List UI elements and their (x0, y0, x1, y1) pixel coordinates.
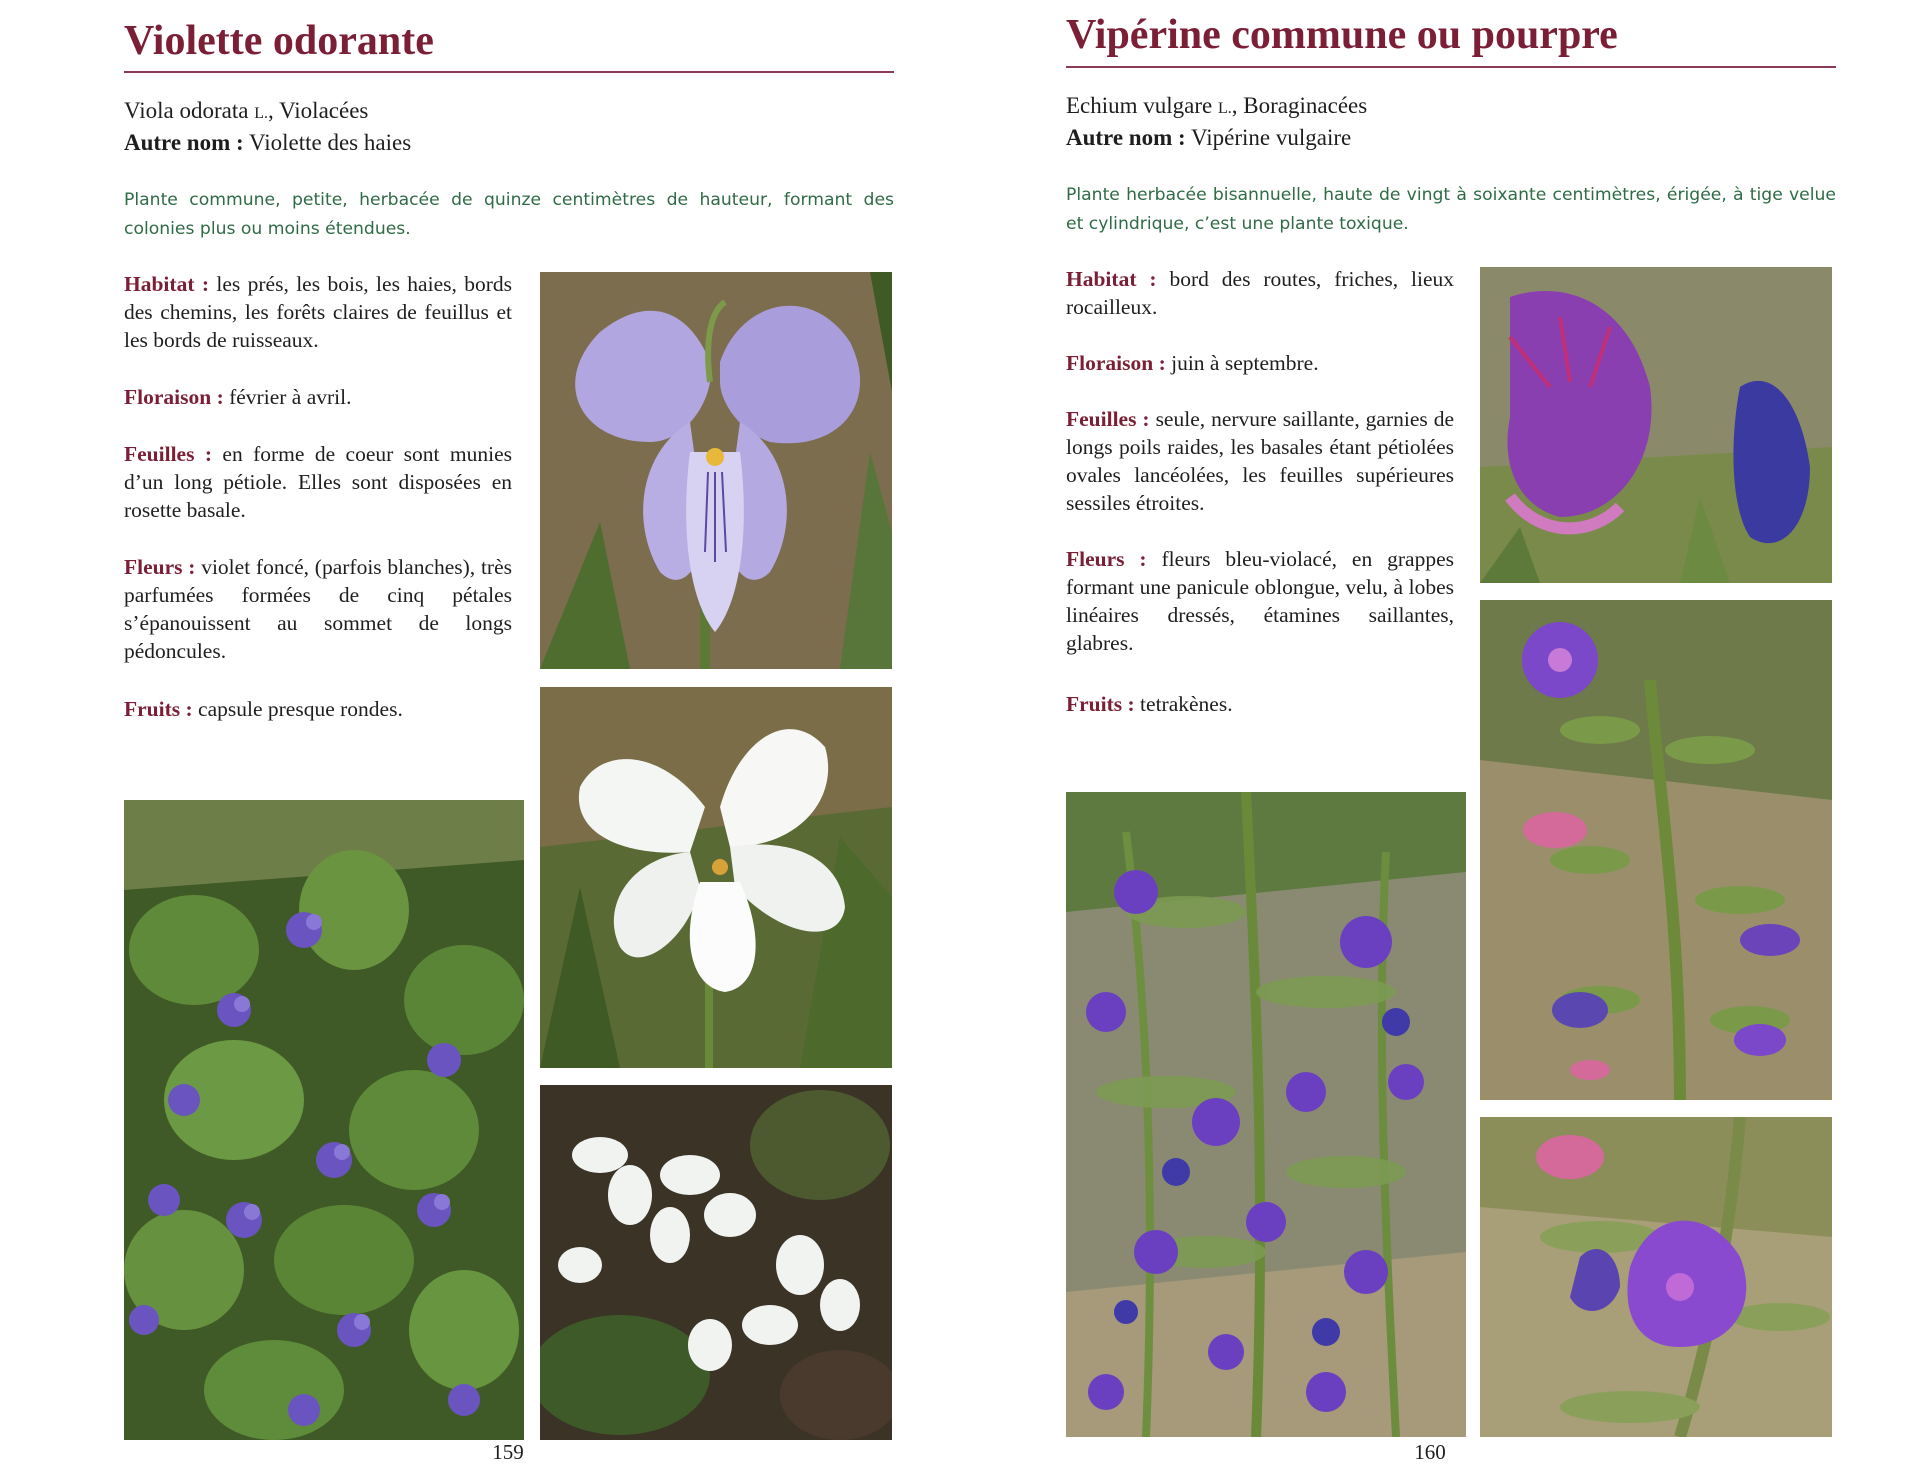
section-label: Habitat : (1066, 267, 1157, 291)
photo-echium-flower-bud (1480, 1117, 1832, 1437)
other-name: Vipérine vulgaire (1191, 125, 1352, 150)
section-floraison (1066, 349, 1454, 377)
section-fruits (1066, 690, 1454, 718)
section-text: capsule presque rondes. (198, 697, 403, 721)
latin-name: Echium vulgare (1066, 93, 1213, 118)
other-name-line (124, 126, 411, 159)
other-name-label: Autre nom : (124, 130, 244, 155)
latin-name-line: Echium vulgare L., Boraginacées (1066, 93, 1368, 118)
section-label: Habitat : (124, 272, 210, 296)
other-name-line (1066, 121, 1351, 154)
description: Plante commune, petite, herbacée de quinze centimètres de hauteur, formant des colonies plus ou moins étendues. (124, 190, 894, 239)
page-title-viperine: Vipérine commune ou pourpre (1066, 12, 1618, 58)
section-label: Fleurs : (1066, 547, 1147, 571)
section-fleurs (1066, 545, 1454, 657)
section-text: en forme de coeur sont munies d’un long pétiole. Elles sont disposées en rosette basale. (124, 442, 512, 522)
section-label: Feuilles : (1066, 407, 1150, 431)
section-text: bord des routes, friches, lieux rocailleux. (1066, 267, 1454, 319)
author-abbrev: L. (254, 105, 268, 122)
section-habitat (124, 270, 512, 354)
page-number: 160 (1414, 1440, 1446, 1464)
section-label: Floraison : (1066, 351, 1166, 375)
author-abbrev: L. (1218, 100, 1232, 117)
section-fleurs (124, 553, 512, 665)
section-text: février à avril. (229, 385, 352, 409)
photo-violet-flower-closeup (540, 272, 892, 669)
section-text: violet foncé, (parfois blanches), très parfumées formées de cinq pétales s’épanouissent au sommet de longs pédoncules. (124, 555, 512, 663)
section-text: juin à septembre. (1171, 351, 1319, 375)
latin-name: Viola odorata (124, 98, 249, 123)
section-floraison (124, 383, 512, 411)
photo-echium-flower-closeup (1480, 267, 1832, 583)
section-text: les prés, les bois, les haies, bords des chemins, les forêts claires de feuillus et les bords de ruisseaux. (124, 272, 513, 352)
section-text: tetrakènes. (1140, 692, 1233, 716)
photo-white-violet-flower (540, 687, 892, 1068)
latin-name-line: Viola odorata L., Violacées (124, 98, 369, 123)
section-label: Fleurs : (124, 555, 196, 579)
section-label: Floraison : (124, 385, 224, 409)
title-rule (1066, 66, 1836, 68)
section-label: Fruits : (1066, 692, 1135, 716)
section-label: Fruits : (124, 697, 193, 721)
section-habitat (1066, 265, 1454, 321)
section-feuilles (124, 440, 512, 524)
section-label: Feuilles : (124, 442, 213, 466)
description: Plante herbacée bisannuelle, haute de vingt à soixante centimètres, érigée, à tige velue et cylindrique, c’est une plante toxique. (1066, 185, 1836, 234)
title-rule (124, 71, 894, 73)
page-title-violette: Violette odorante (124, 18, 434, 64)
photo-violets-in-leaves (124, 800, 524, 1440)
photo-echium-plants-field (1066, 792, 1466, 1437)
photo-echium-stem-buds (1480, 600, 1832, 1100)
family-name: Violacées (279, 98, 369, 123)
section-text: fleurs bleu-violacé, en grappes formant une panicule oblongue, velu, à lobes linéaires dressés, étamines saillantes, glabres. (1066, 547, 1454, 655)
family-name: Boraginacées (1243, 93, 1368, 118)
right-page (960, 0, 1920, 1473)
section-fruits (124, 695, 512, 723)
other-name: Violette des haies (249, 130, 412, 155)
section-text: seule, nervure saillante, garnies de longs poils raides, les basales étant pétiolées ovales lancéolées, les feuilles supérieures sessiles étroites. (1066, 407, 1455, 515)
other-name-label: Autre nom : (1066, 125, 1186, 150)
page-number: 159 (492, 1440, 524, 1464)
photo-white-violets-cluster (540, 1085, 892, 1440)
section-feuilles (1066, 405, 1454, 517)
